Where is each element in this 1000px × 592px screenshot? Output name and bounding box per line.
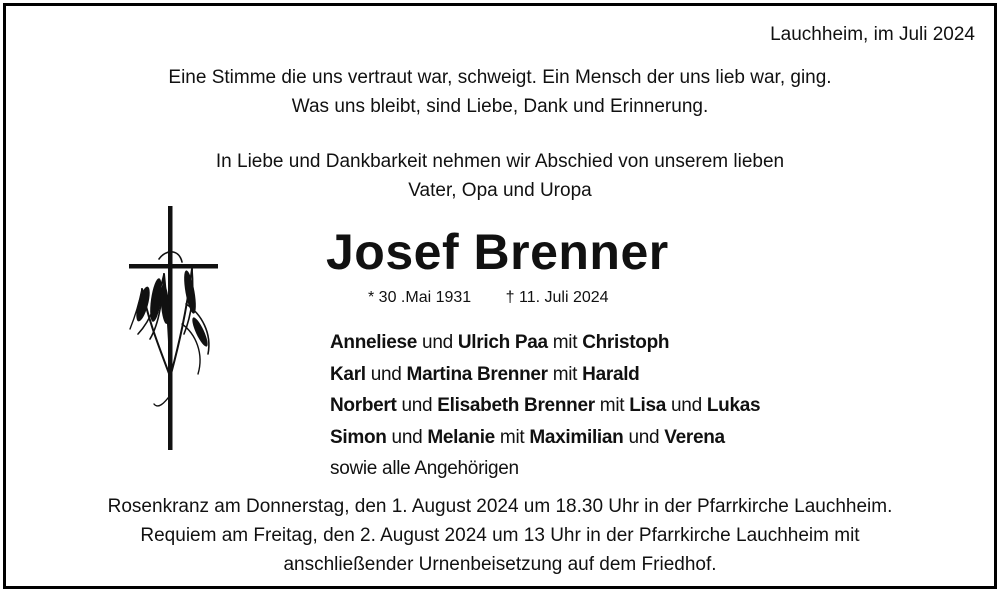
mourner-name: Lukas: [706, 395, 761, 416]
mourner-line: sowie alle Angehörigen: [330, 458, 519, 479]
mourner-name: Verena: [664, 426, 725, 448]
mourner-name: Ulrich Paa: [457, 332, 548, 353]
mourner-name: Martina Brenner: [406, 363, 548, 385]
motto-line: Eine Stimme die uns vertraut war, schweigt. Ein Mensch der uns lieb war, ging.: [168, 67, 832, 88]
conjunction: mit: [499, 426, 525, 448]
conjunction: und: [628, 426, 660, 448]
conjunction: und: [671, 395, 702, 416]
service-line: Requiem am Freitag, den 2. August 2024 um 13 Uhr in der Pfarrkirche Lauchheim mit: [140, 525, 860, 546]
conjunction: und: [401, 395, 433, 416]
mourner-line: [330, 422, 760, 454]
mourner-name: Maximilian: [529, 426, 624, 448]
motto: [6, 63, 994, 121]
deceased-name: Josef Brenner: [326, 224, 669, 280]
life-dates: [368, 289, 609, 307]
conjunction: mit: [552, 363, 578, 385]
cross-with-wheat-icon: [124, 204, 224, 454]
conjunction: mit: [552, 332, 578, 353]
service-line: Rosenkranz am Donnerstag, den 1. August 2024 um 18.30 Uhr in der Pfarrkirche Lauchheim.: [107, 496, 893, 517]
intro-line: In Liebe und Dankbarkeit nehmen wir Abschied von unserem lieben: [215, 151, 785, 172]
mourner-name: Anneliese: [330, 332, 418, 353]
mourner-name: Elisabeth Brenner: [437, 395, 595, 416]
conjunction: und: [391, 426, 423, 448]
intro-text: [6, 147, 994, 205]
mourner-name: Harald: [582, 363, 640, 385]
death-date: † 11. Juli 2024: [505, 289, 609, 306]
conjunction: mit: [599, 395, 625, 416]
mourners-list: [330, 327, 760, 485]
conjunction: und: [422, 332, 453, 353]
mourner-name: Lisa: [629, 395, 667, 416]
mourner-line: [330, 390, 760, 422]
intro-line: Vater, Opa und Uropa: [408, 180, 592, 201]
service-line: anschließender Urnenbeisetzung auf dem Friedhof.: [283, 554, 717, 575]
motto-line: Was uns bleibt, sind Liebe, Dank und Erinnerung.: [291, 96, 709, 117]
mourner-name: Christoph: [582, 332, 670, 353]
obituary-notice: [3, 3, 997, 589]
birth-date: * 30 .Mai 1931: [368, 289, 472, 306]
mourner-name: Karl: [330, 363, 366, 385]
mourner-line: [330, 359, 760, 391]
service-info: [6, 492, 994, 579]
mourner-name: Norbert: [330, 395, 397, 416]
conjunction: und: [370, 363, 402, 385]
place-date: Lauchheim, im Juli 2024: [770, 24, 975, 45]
mourner-name: Melanie: [427, 426, 495, 448]
mourner-name: Simon: [330, 426, 387, 448]
mourner-line: [330, 327, 760, 359]
